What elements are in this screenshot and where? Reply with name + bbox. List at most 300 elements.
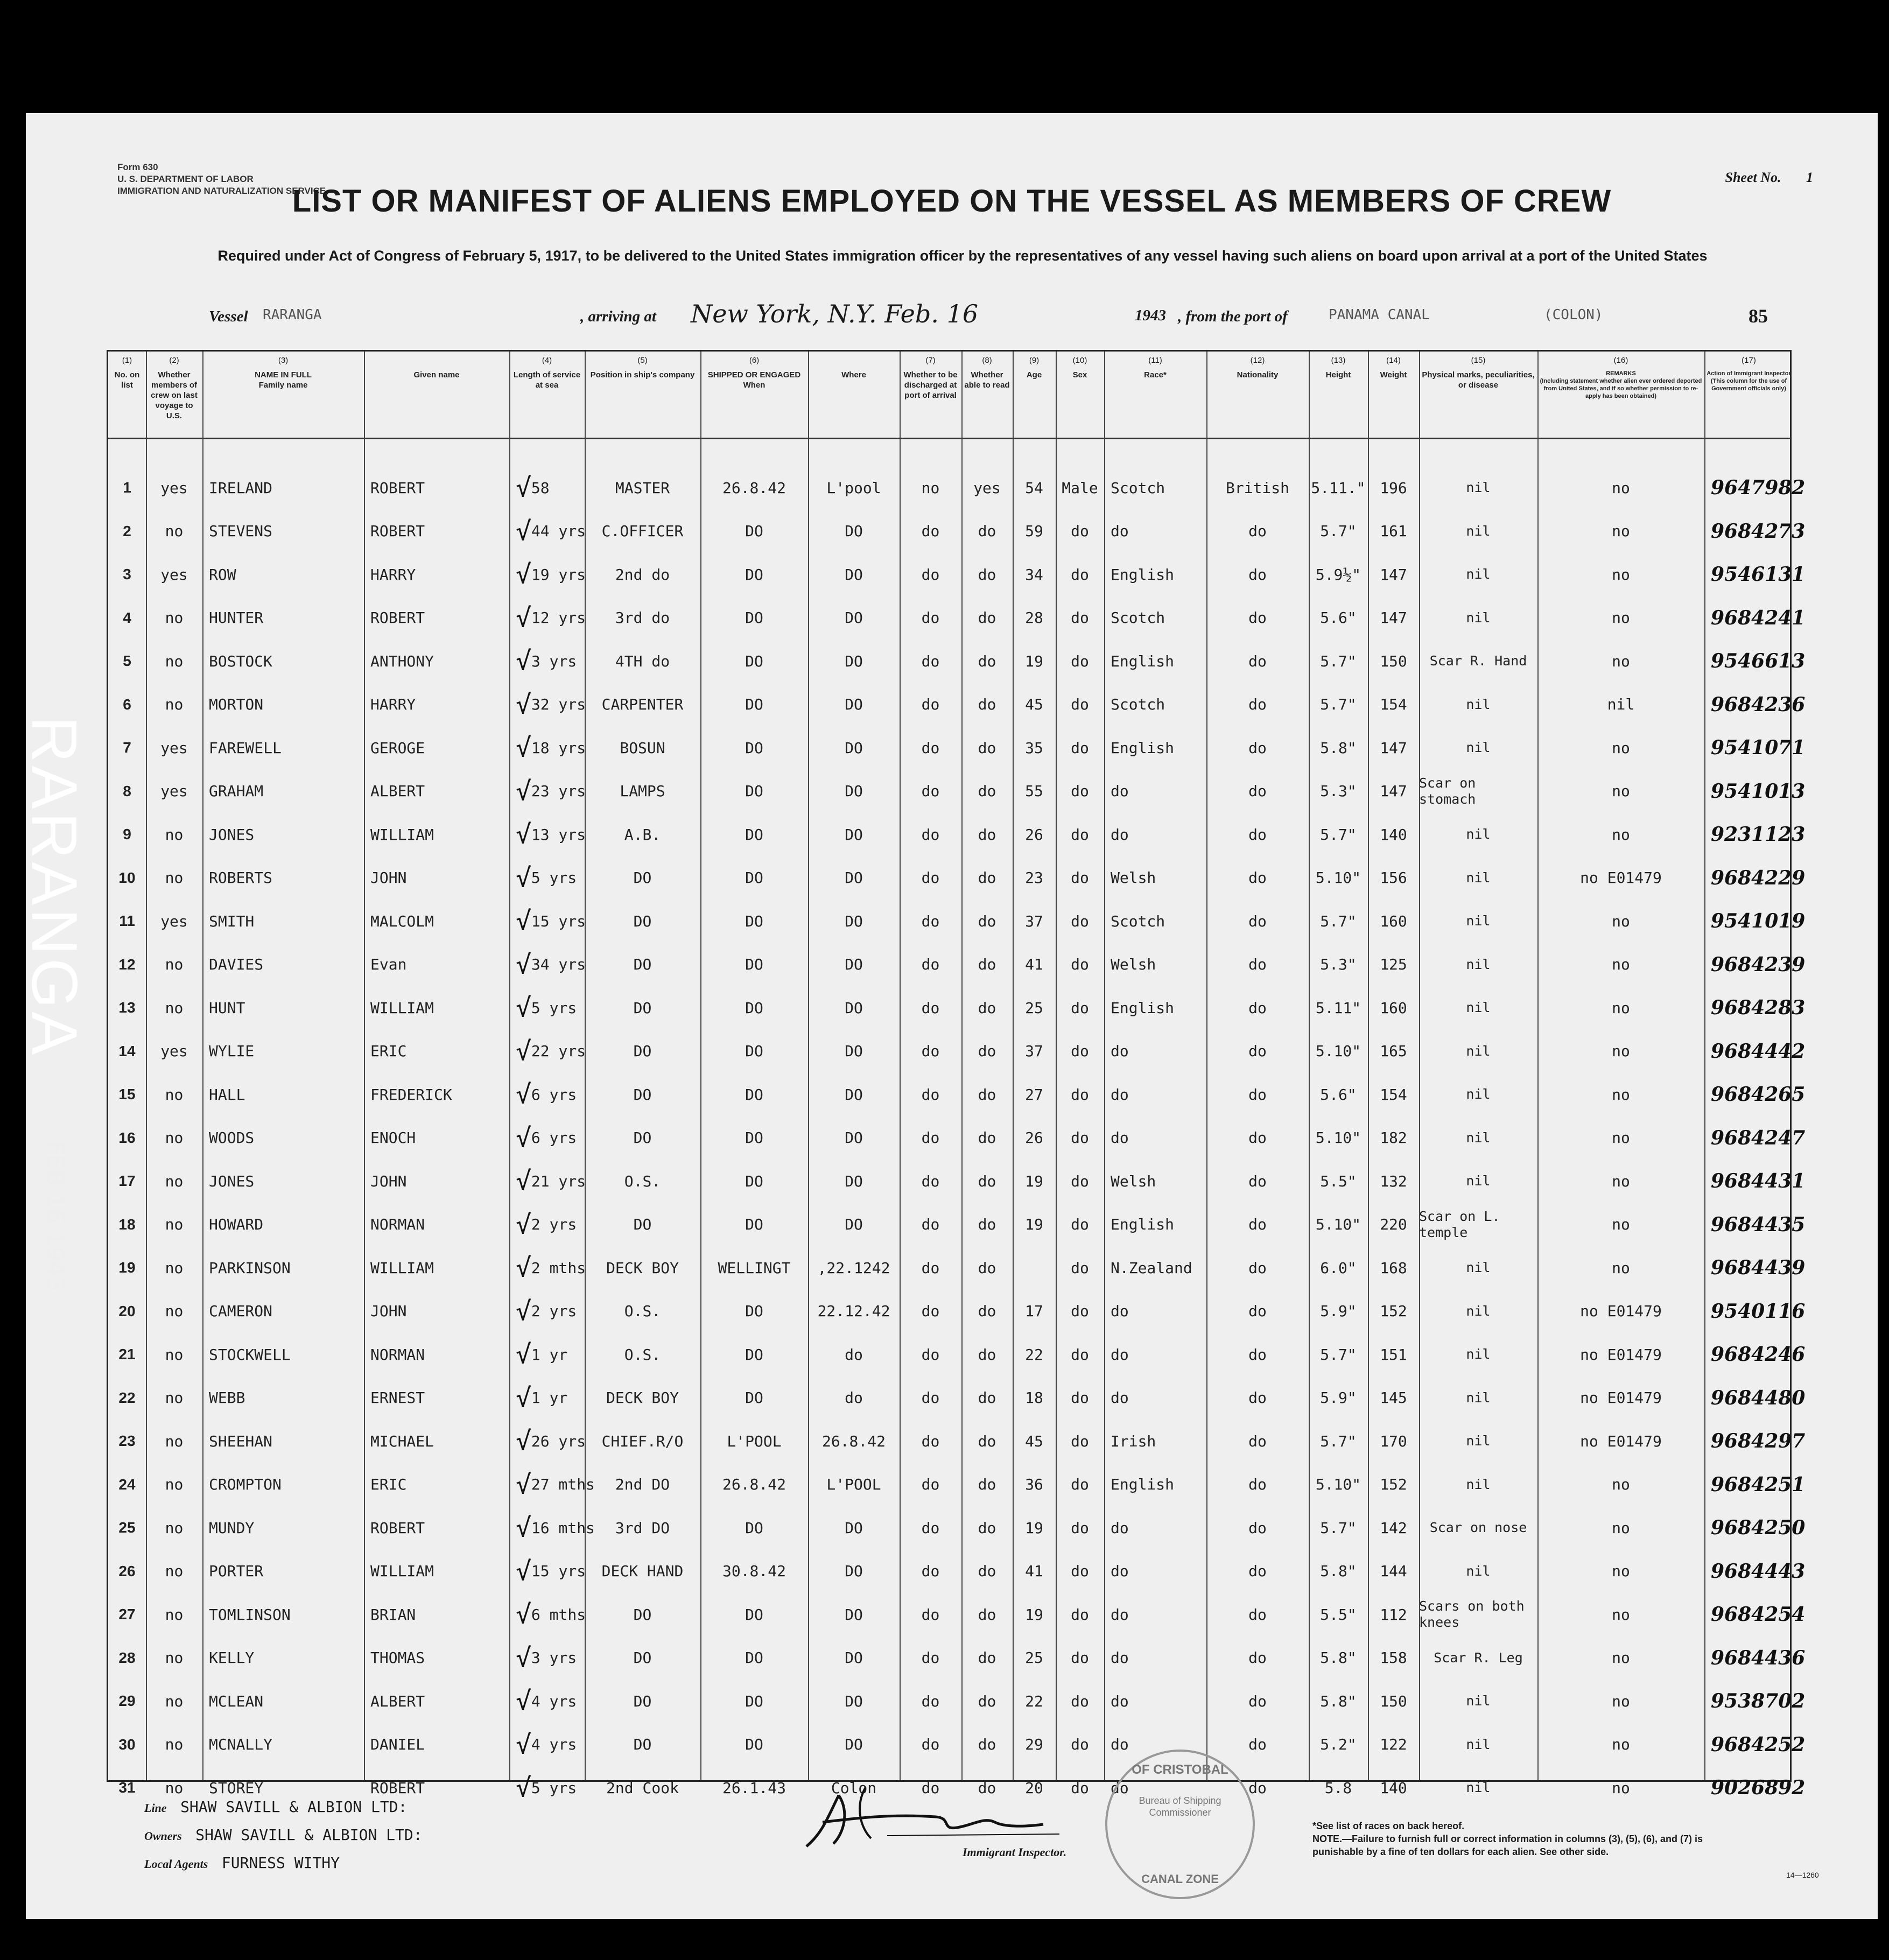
table-row [108, 1291, 1806, 1332]
cell-text: 122 [1380, 1736, 1407, 1753]
column-header: REMARKS (Including statement whether alien ever ordered deported from United States, and if so whether permission to re-apply has been obtained) [1540, 370, 1702, 399]
cell-no [108, 771, 146, 812]
cell-no [108, 944, 146, 985]
cell-race [1104, 554, 1206, 595]
cell-remarks [1537, 1767, 1704, 1808]
cell-text: no [165, 869, 184, 887]
column-number: (14) [1386, 356, 1401, 365]
cell-text: 5.7" [1320, 1345, 1357, 1364]
cell-height [1309, 987, 1368, 1028]
cell-text: 9684443 [1711, 1559, 1806, 1583]
cell-text: 144 [1380, 1562, 1407, 1580]
cell-given [364, 727, 509, 768]
cell-no [108, 1118, 146, 1158]
cell-sex [1056, 641, 1104, 682]
cell-marks [1419, 684, 1537, 725]
cell-text: do [1111, 1389, 1129, 1407]
cell-marks [1419, 1681, 1537, 1722]
cell-no [108, 1247, 146, 1288]
cell-text: no [1612, 609, 1630, 627]
cell-text: 6 mths [531, 1605, 586, 1624]
cell-text: 19 yrs [531, 565, 586, 584]
cell-position [585, 1074, 700, 1115]
cell-text: do [1071, 1779, 1089, 1797]
cell-family [202, 771, 364, 812]
column-number: (12) [1250, 356, 1265, 365]
cell-age [1013, 1291, 1056, 1332]
cell-text: DO [745, 652, 763, 670]
cell-marks [1419, 1378, 1537, 1418]
cell-text: 9684236 [1711, 693, 1806, 716]
cell-marks [1419, 727, 1537, 768]
cell-race [1104, 1204, 1206, 1245]
cell-position [585, 1161, 700, 1202]
cell-no [108, 1507, 146, 1548]
cell-read [961, 1161, 1013, 1202]
cell-text: do [978, 1345, 996, 1364]
cell-text: do [978, 1562, 996, 1580]
table-row [108, 944, 1806, 985]
cell-text: HUNT [209, 999, 245, 1017]
cell-text: do [1111, 522, 1129, 540]
cell-text: 45 [1025, 696, 1043, 713]
cell-text: 2 yrs [531, 1302, 577, 1320]
cell-text: 9684439 [1711, 1256, 1806, 1279]
cell-text: do [978, 1519, 996, 1537]
cell-nationality [1206, 1118, 1309, 1158]
cell-height [1309, 1291, 1368, 1332]
cell-remarks [1537, 684, 1704, 725]
cell-text: do [1248, 1476, 1267, 1493]
cell-text: do [921, 1345, 940, 1364]
cell-text: do [978, 1389, 996, 1407]
cell-text: BOSTOCK [209, 652, 273, 670]
cell-text: 152 [1380, 1302, 1407, 1320]
cell-action [1704, 1031, 1806, 1072]
cell-discharged [900, 727, 961, 768]
cell-text: 160 [1380, 912, 1407, 930]
cell-text: ROBERTS [209, 869, 273, 887]
cell-text: do [1111, 1562, 1129, 1580]
cell-weight [1368, 814, 1419, 855]
cell-text: English [1111, 739, 1175, 757]
footer-owners [144, 1826, 423, 1844]
cell-text: 10 [118, 869, 136, 886]
cell-action [1704, 944, 1806, 985]
cell-text: do [1071, 652, 1089, 670]
cell-no [108, 1638, 146, 1678]
cell-text: 59 [1025, 522, 1043, 540]
cell-text: 9684480 [1711, 1386, 1806, 1409]
cell-age [1013, 1074, 1056, 1115]
cell-prev [146, 1247, 202, 1288]
cell-text: 37 [1025, 912, 1043, 930]
cell-prev [146, 1421, 202, 1462]
cell-race [1104, 1594, 1206, 1635]
cell-race [1104, 814, 1206, 855]
cell-service [509, 511, 585, 552]
cell-text: 2nd DO [615, 1476, 670, 1493]
cell-prev [146, 771, 202, 812]
cell-position [585, 987, 700, 1028]
cell-text: DO [845, 782, 863, 800]
column-number: (11) [1148, 356, 1162, 365]
cell-text: DO [745, 522, 763, 540]
cell-remarks [1537, 1594, 1704, 1635]
arriving-port: New York, N.Y. Feb. 16 [691, 299, 979, 328]
cell-race [1104, 1378, 1206, 1418]
cell-action [1704, 901, 1806, 942]
cell-text: do [978, 1432, 996, 1450]
cell-where [808, 858, 900, 898]
cell-text: FAREWELL [209, 739, 282, 757]
cell-position [585, 1378, 700, 1418]
cell-text: ROBERT [370, 522, 425, 540]
cell-height [1309, 727, 1368, 768]
cell-weight [1368, 598, 1419, 638]
cell-discharged [900, 1247, 961, 1288]
cell-text: 5.8" [1320, 739, 1357, 757]
cell-no [108, 684, 146, 725]
cell-sex [1056, 467, 1104, 508]
cell-text: do [1071, 1692, 1089, 1710]
cell-marks [1419, 1594, 1537, 1635]
cell-text: DO [845, 1172, 863, 1190]
cell-text: WILLIAM [370, 999, 434, 1017]
cell-text: no [165, 1259, 184, 1277]
table-row [108, 598, 1806, 638]
cell-where [808, 814, 900, 855]
cell-read [961, 1421, 1013, 1462]
cell-age [1013, 727, 1056, 768]
cell-text: nil [1466, 480, 1491, 495]
cell-text: 5.5" [1320, 1605, 1357, 1624]
cell-age [1013, 1551, 1056, 1592]
cell-position [585, 554, 700, 595]
cell-family [202, 1074, 364, 1115]
cell-text: do [1071, 696, 1089, 713]
cell-height [1309, 598, 1368, 638]
cell-text: yes [160, 1042, 188, 1060]
cell-text: do [1111, 1129, 1129, 1147]
cell-family [202, 1594, 364, 1635]
cell-text: GEROGE [370, 739, 425, 757]
cell-marks [1419, 1247, 1537, 1288]
cell-service [509, 1204, 585, 1245]
cell-text: 9684273 [1711, 519, 1806, 543]
cell-height [1309, 1681, 1368, 1722]
cell-text: do [1248, 1259, 1267, 1277]
cell-text: do [978, 825, 996, 844]
cell-prev [146, 598, 202, 638]
cell-given [364, 1421, 509, 1462]
cell-family [202, 598, 364, 638]
cell-discharged [900, 1551, 961, 1592]
cell-read [961, 1074, 1013, 1115]
seal-top: OF CRISTOBAL [1132, 1762, 1228, 1777]
cell-text: 19 [118, 1259, 136, 1276]
cell-text: British [1225, 479, 1289, 497]
vessel-name: RARANGA [263, 307, 322, 323]
cell-text: do [978, 912, 996, 930]
cell-nationality [1206, 1247, 1309, 1288]
cell-read [961, 641, 1013, 682]
cell-text: nil [1466, 1693, 1491, 1709]
cell-text: do [921, 739, 940, 757]
cell-service [509, 1031, 585, 1072]
cell-text: HOWARD [209, 1216, 264, 1233]
cell-text: 19 [1025, 1519, 1043, 1537]
cell-text: DO [633, 1042, 652, 1060]
checkmark-icon: √ [516, 559, 531, 589]
cell-text: no [1612, 479, 1630, 497]
cell-text: do [921, 1389, 940, 1407]
cell-marks [1419, 1031, 1537, 1072]
cell-race [1104, 1031, 1206, 1072]
cell-text: do [921, 1172, 940, 1190]
cell-remarks [1537, 727, 1704, 768]
cell-text: 23 [118, 1432, 136, 1449]
cell-sex [1056, 1118, 1104, 1158]
cell-text: nil [1466, 1260, 1491, 1275]
cell-text: DO [745, 912, 763, 930]
cell-when [700, 1204, 808, 1245]
cell-service [509, 1551, 585, 1592]
cell-text: JONES [209, 1172, 255, 1190]
cell-discharged [900, 1161, 961, 1202]
cell-text: DO [845, 825, 863, 844]
cell-marks [1419, 1724, 1537, 1765]
cell-text: do [1071, 1389, 1089, 1407]
cell-text: 5 yrs [531, 869, 577, 887]
cell-nationality [1206, 1204, 1309, 1245]
cell-text: 5.7" [1320, 912, 1357, 930]
cell-text: PORTER [209, 1562, 264, 1580]
cell-no [108, 1074, 146, 1115]
cell-text: do [921, 609, 940, 627]
agents-label: Local Agents [144, 1857, 208, 1871]
cell-text: 152 [1380, 1476, 1407, 1493]
cell-text: 9684442 [1711, 1039, 1806, 1063]
cell-action [1704, 727, 1806, 768]
cell-text: 170 [1380, 1432, 1407, 1450]
cell-text: DO [745, 1389, 763, 1407]
cell-remarks [1537, 1378, 1704, 1418]
cell-sex [1056, 1594, 1104, 1635]
cell-race [1104, 858, 1206, 898]
cell-read [961, 467, 1013, 508]
cell-text: 9684431 [1711, 1170, 1806, 1192]
cell-given [364, 987, 509, 1028]
cell-text: ENOCH [370, 1129, 416, 1147]
checkmark-icon: √ [516, 602, 531, 633]
cell-race [1104, 684, 1206, 725]
cell-position [585, 641, 700, 682]
cell-position [585, 858, 700, 898]
cell-text: 9684254 [1711, 1603, 1806, 1626]
cell-text: do [921, 1649, 940, 1667]
cell-text: no [1612, 1519, 1630, 1537]
cell-weight [1368, 684, 1419, 725]
cell-race [1104, 1421, 1206, 1462]
cell-text: do [921, 1692, 940, 1710]
checkmark-icon: √ [516, 993, 531, 1023]
cell-text: no [165, 1736, 184, 1753]
cell-discharged [900, 1031, 961, 1072]
cell-text: 9541019 [1711, 910, 1806, 932]
cell-text: DO [745, 1692, 763, 1710]
cell-weight [1368, 641, 1419, 682]
cell-text: no E01479 [1580, 869, 1662, 887]
cell-when [700, 684, 808, 725]
cell-text: 140 [1380, 1779, 1407, 1797]
cell-position [585, 467, 700, 508]
cell-text: 22.12.42 [817, 1302, 890, 1320]
cell-text: DO [633, 1216, 652, 1233]
table-row [108, 1118, 1806, 1158]
cell-text: 9231123 [1711, 823, 1806, 846]
cell-action [1704, 771, 1806, 812]
cell-text: do [1248, 1605, 1267, 1624]
cell-sex [1056, 1378, 1104, 1418]
cell-read [961, 1638, 1013, 1678]
cell-where [808, 598, 900, 638]
cell-text: no [165, 1085, 184, 1104]
cell-text: DO [845, 1562, 863, 1580]
cell-text: 2 yrs [531, 1216, 577, 1233]
cell-text: 26 [1025, 1129, 1043, 1147]
cell-race [1104, 727, 1206, 768]
cell-text: 196 [1380, 479, 1407, 497]
cell-text: DECK BOY [606, 1259, 679, 1277]
column-header: Where [841, 370, 866, 380]
cell-text: 5.9½" [1315, 565, 1361, 584]
cell-text: 6.0" [1320, 1259, 1357, 1277]
cell-given [364, 467, 509, 508]
cell-text: do [978, 522, 996, 540]
cell-height [1309, 1161, 1368, 1202]
cell-service [509, 1161, 585, 1202]
cell-service [509, 1378, 585, 1418]
cell-nationality [1206, 641, 1309, 682]
cell-text: do [978, 1172, 996, 1190]
cell-no [108, 987, 146, 1028]
cell-race [1104, 944, 1206, 985]
cell-text: 161 [1380, 522, 1407, 540]
cell-read [961, 814, 1013, 855]
cell-marks [1419, 1204, 1537, 1245]
cell-text: 3 yrs [531, 1649, 577, 1667]
cell-text: 5.10" [1315, 1129, 1361, 1147]
cell-position [585, 1291, 700, 1332]
cell-text: 21 [118, 1346, 136, 1362]
cell-text: 9541013 [1711, 779, 1806, 803]
cell-text: do [1248, 825, 1267, 844]
cell-family [202, 1724, 364, 1765]
cell-text: do [978, 1779, 996, 1797]
cell-when [700, 1464, 808, 1505]
cell-text: do [1111, 1519, 1129, 1537]
cell-text: 112 [1380, 1605, 1407, 1624]
cell-text: no [1612, 999, 1630, 1017]
cell-text: 5.8" [1320, 1649, 1357, 1667]
cell-text: 147 [1380, 609, 1407, 627]
table-row [108, 858, 1806, 898]
table-row [108, 771, 1806, 812]
cell-no [108, 1767, 146, 1808]
table-row [108, 684, 1806, 725]
cell-family [202, 727, 364, 768]
cell-no [108, 1724, 146, 1765]
cell-text: 58 [531, 479, 550, 497]
cell-text: 34 [1025, 565, 1043, 584]
cell-nationality [1206, 901, 1309, 942]
cell-text: 9684246 [1711, 1343, 1806, 1366]
cell-text: 54 [1025, 479, 1043, 497]
cell-text: do [1111, 1736, 1129, 1753]
cell-action [1704, 467, 1806, 508]
cell-when [700, 771, 808, 812]
cell-text: 5.7" [1320, 825, 1357, 844]
cell-text: TOMLINSON [209, 1605, 291, 1624]
cell-position [585, 1638, 700, 1678]
cell-action [1704, 511, 1806, 552]
cell-text: DO [745, 1129, 763, 1147]
cell-remarks [1537, 641, 1704, 682]
cell-text: no E01479 [1580, 1389, 1662, 1407]
cell-text: yes [160, 782, 188, 800]
cell-when [700, 467, 808, 508]
cell-text: 160 [1380, 999, 1407, 1017]
table-row [108, 1421, 1806, 1462]
cell-text: 37 [1025, 1042, 1043, 1060]
cell-text: nil [1466, 1433, 1491, 1449]
cell-service [509, 987, 585, 1028]
checkmark-icon: √ [516, 1036, 531, 1066]
cell-marks [1419, 1118, 1537, 1158]
checkmark-icon: √ [516, 689, 531, 720]
cell-when [700, 1681, 808, 1722]
table-row [108, 467, 1806, 508]
cell-text: 6 yrs [531, 1129, 577, 1147]
cell-text: do [1071, 1042, 1089, 1060]
cell-text: 34 yrs [531, 956, 586, 973]
cell-text: no E01479 [1580, 1302, 1662, 1320]
cell-text: L'POOL [727, 1432, 782, 1450]
cell-age [1013, 771, 1056, 812]
cell-where [808, 1291, 900, 1332]
cell-position [585, 1681, 700, 1722]
cell-text: 26.8.42 [722, 1476, 786, 1493]
cell-text: DO [745, 565, 763, 584]
cell-prev [146, 987, 202, 1028]
cell-text: do [978, 1649, 996, 1667]
cell-text: no [165, 1172, 184, 1190]
cell-sex [1056, 1638, 1104, 1678]
cell-text: 11 [119, 912, 135, 929]
cell-remarks [1537, 771, 1704, 812]
cell-text: 12 [118, 956, 136, 973]
cell-when [700, 1247, 808, 1288]
sheet-label: Sheet No. [1725, 170, 1781, 185]
cell-given [364, 814, 509, 855]
cell-text: do [921, 565, 940, 584]
cell-text: no [165, 652, 184, 670]
checkmark-icon: √ [516, 906, 531, 936]
cell-text: THOMAS [370, 1649, 425, 1667]
cell-weight [1368, 1334, 1419, 1375]
cell-remarks [1537, 1334, 1704, 1375]
